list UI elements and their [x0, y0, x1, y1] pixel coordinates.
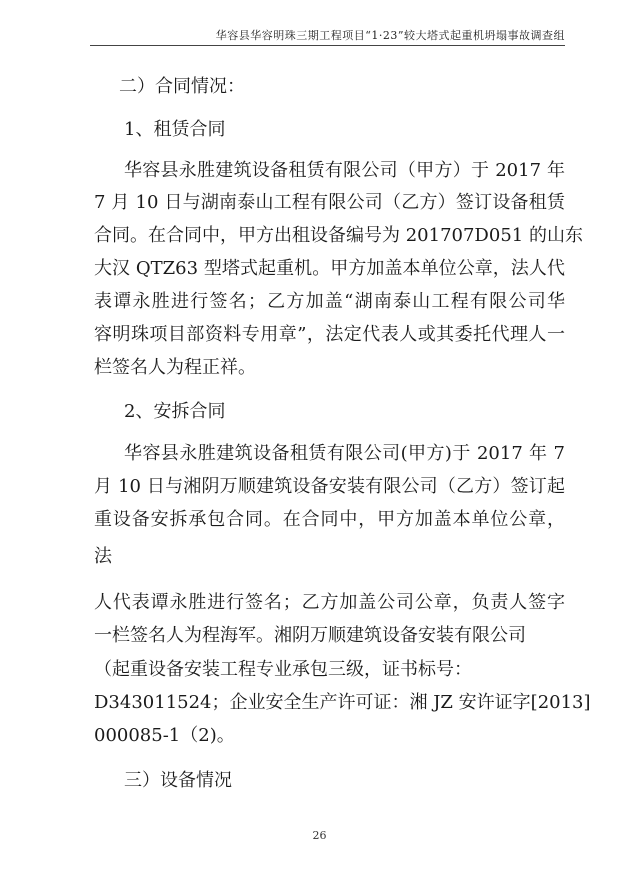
paragraph-line: 栏签名人为程正祥。: [94, 357, 256, 378]
subheading-lease-contract: 1、租赁合同: [124, 119, 226, 140]
paragraph-line: 大汉 QTZ63 型塔式起重机。甲方加盖本单位公章，法人代: [94, 258, 565, 279]
paragraph-line: 表谭永胜进行签名；乙方加盖“湖南泰山工程有限公司华: [94, 291, 565, 312]
paragraph-line: 重设备安拆承包合同。在合同中，甲方加盖本单位公章，: [94, 509, 565, 530]
page-number: 26: [312, 829, 327, 842]
page-header: 华容县华容明珠三期工程项目“1·23”较大塔式起重机坍塌事故调查组: [215, 29, 565, 42]
paragraph-line: 容明珠项目部资料专用章”，法定代表人或其委托代理人一: [94, 324, 565, 345]
section-heading-equipment: 三）设备情况: [124, 770, 232, 791]
paragraph-line: 人代表谭永胜进行签名；乙方加盖公司公章，负责人签字: [94, 592, 565, 613]
paragraph-line: 法: [94, 546, 112, 567]
paragraph-line: D343011524；企业安全生产许可证：湘 JZ 安许证字[2013]: [94, 692, 591, 713]
paragraph-line: 一栏签名人为程海军。湘阴万顺建筑设备安装有限公司: [94, 625, 526, 646]
header-divider: [90, 45, 565, 46]
paragraph-line: 合同。在合同中，甲方出租设备编号为 201707D051 的山东: [94, 225, 583, 246]
subheading-install-contract: 2、安拆合同: [124, 401, 226, 422]
paragraph-line: 7 月 10 日与湖南泰山工程有限公司（乙方）签订设备租赁: [94, 192, 565, 213]
paragraph-line: 000085-1（2)。: [94, 725, 235, 746]
paragraph-line: 月 10 日与湘阴万顺建筑设备安装有限公司（乙方）签订起: [94, 476, 565, 497]
paragraph-line: （起重设备安装工程专业承包三级，证书标号：: [94, 659, 472, 680]
paragraph-line: 华容县永胜建筑设备租赁有限公司（甲方）于 2017 年: [124, 160, 565, 181]
paragraph-line: 华容县永胜建筑设备租赁有限公司(甲方)于 2017 年 7: [124, 443, 565, 464]
section-heading-contract: 二）合同情况：: [119, 76, 245, 97]
